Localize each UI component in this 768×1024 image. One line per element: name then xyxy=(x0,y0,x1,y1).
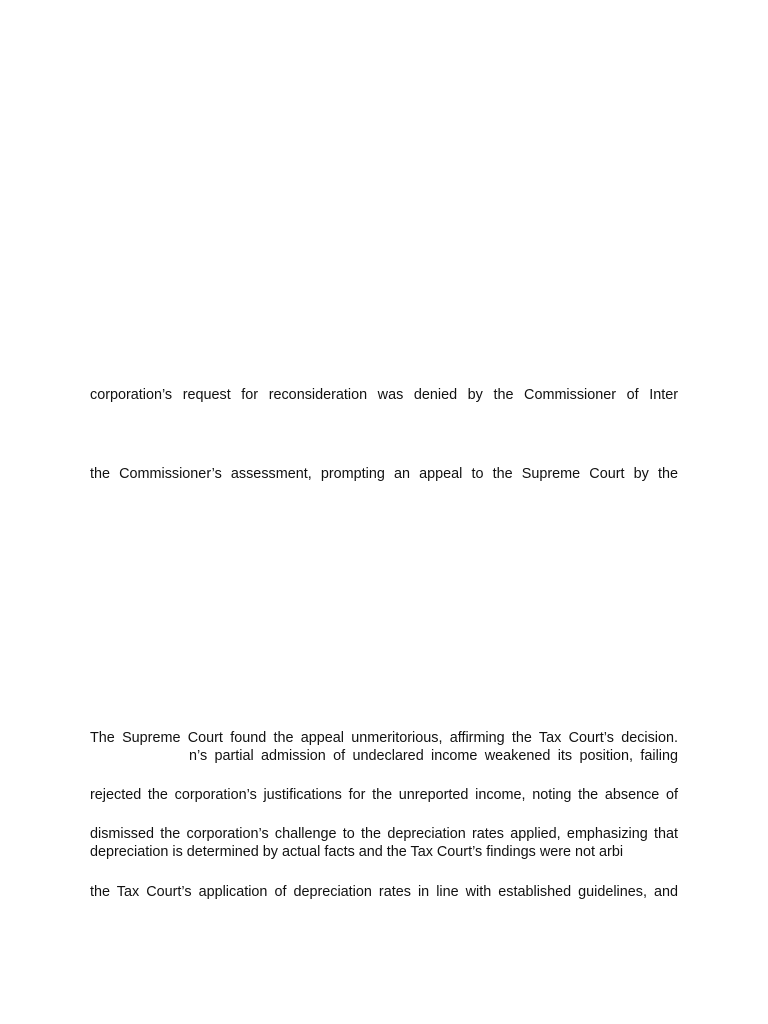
text-line-2: the Commissioner’s assessment, prompting an appeal to the Supreme Court by the xyxy=(90,466,678,482)
text-line-8: the Tax Court’s application of depreciation rates in line with established guidelines, and xyxy=(90,884,678,900)
text-line-6: dismissed the corporation’s challenge to the depreciation rates applied, emphasizing that xyxy=(90,826,678,842)
text-line-5: rejected the corporation’s justifications for the unreported income, noting the absence of xyxy=(90,787,678,803)
text-line-4: n’s partial admission of undeclared income weakened its position, failing xyxy=(189,748,678,764)
text-line-7: depreciation is determined by actual facts and the Tax Court’s findings were not arbi xyxy=(90,844,624,860)
text-line-3: The Supreme Court found the appeal unmeritorious, affirming the Tax Court’s decision. xyxy=(90,730,678,746)
text-line-1: corporation’s request for reconsideration was denied by the Commissioner of Inter xyxy=(90,387,678,403)
